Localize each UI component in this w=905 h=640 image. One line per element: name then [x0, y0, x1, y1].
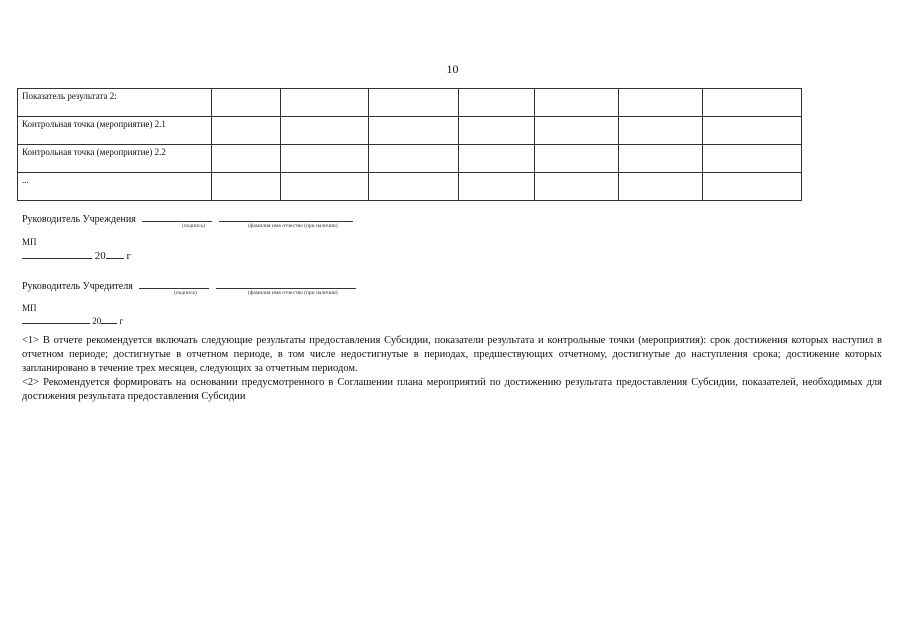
- table-cell: [369, 117, 459, 145]
- table-row: [18, 145, 802, 173]
- table-cell: [459, 145, 535, 173]
- table-cell: [369, 89, 459, 117]
- table-row: [18, 89, 802, 117]
- table-cell: [281, 173, 369, 201]
- footnotes: [22, 334, 882, 404]
- table-cell: [535, 117, 619, 145]
- date-blank: [22, 315, 90, 324]
- founder-head-label: Руководитель Учредителя: [22, 281, 133, 292]
- table-cell: [212, 145, 281, 173]
- table-cell: [703, 89, 802, 117]
- name-caption: (фамилия имя отчество (при наличии): [248, 223, 338, 229]
- page-number: 10: [446, 62, 459, 76]
- date-line: [22, 248, 131, 262]
- stamp-mark: МП: [22, 237, 37, 247]
- row-label: Контрольная точка (мероприятие) 2.2: [18, 145, 212, 173]
- year-suffix: г: [119, 316, 124, 326]
- table-cell: [459, 89, 535, 117]
- row-label: Контрольная точка (мероприятие) 2.1: [18, 117, 212, 145]
- footnote-1: <1> В отчете рекомендуется включать следующие результаты предоставления Субсидии, показатели результата и контрольные точки (мероприятия): срок достижения которых наступил в отчетном периоде; достигнутые в отчетном периоде, в том числе недостигнутые в периодах, предшествующих отчетному, достигнутые до наступления срока; достижение которых запланировано в течение трех месяцев, следующих за отчетным периодом.: [22, 335, 882, 374]
- table-cell: [619, 89, 703, 117]
- name-blank: [219, 211, 353, 222]
- table-cell: [459, 173, 535, 201]
- table-cell: [703, 117, 802, 145]
- table-row: [18, 173, 802, 201]
- year-suffix: г: [126, 250, 132, 262]
- table-cell: [369, 145, 459, 173]
- table-cell: [212, 89, 281, 117]
- row-label: Показатель результата 2:: [18, 89, 212, 117]
- year-blank: [101, 315, 117, 324]
- date-line: [22, 315, 123, 326]
- year-prefix: 20: [92, 316, 102, 326]
- name-caption: (фамилия имя отчество (при наличии): [248, 290, 338, 296]
- table-cell: [281, 117, 369, 145]
- year-blank: [106, 248, 124, 259]
- table-cell: [619, 117, 703, 145]
- table-cell: [535, 173, 619, 201]
- table-cell: [281, 145, 369, 173]
- table-cell: [281, 89, 369, 117]
- table-cell: [535, 89, 619, 117]
- year-prefix: 20: [94, 250, 106, 262]
- institution-head-label: Руководитель Учреждения: [22, 214, 136, 225]
- signature-caption: (подпись): [174, 290, 197, 296]
- signature-blank: [139, 278, 209, 289]
- row-label: ...: [18, 173, 212, 201]
- signature-blank: [142, 211, 212, 222]
- stamp-mark: МП: [22, 303, 37, 313]
- table-cell: [369, 173, 459, 201]
- table-cell: [619, 145, 703, 173]
- report-table: [17, 88, 802, 201]
- table-cell: [212, 117, 281, 145]
- name-blank: [216, 278, 356, 289]
- table-cell: [703, 173, 802, 201]
- table-cell: [619, 173, 703, 201]
- footnote-2: <2> Рекомендуется формировать на основании предусмотренного в Соглашении плана мероприятий по достижению результата предоставления Субсидии, показателей, необходимых для достижения результата предоставления Субсидии: [22, 377, 882, 402]
- table-cell: [535, 145, 619, 173]
- table-cell: [212, 173, 281, 201]
- table-cell: [459, 117, 535, 145]
- table-cell: [703, 145, 802, 173]
- signature-caption: (подпись): [182, 223, 205, 229]
- table-row: [18, 117, 802, 145]
- date-blank: [22, 248, 92, 259]
